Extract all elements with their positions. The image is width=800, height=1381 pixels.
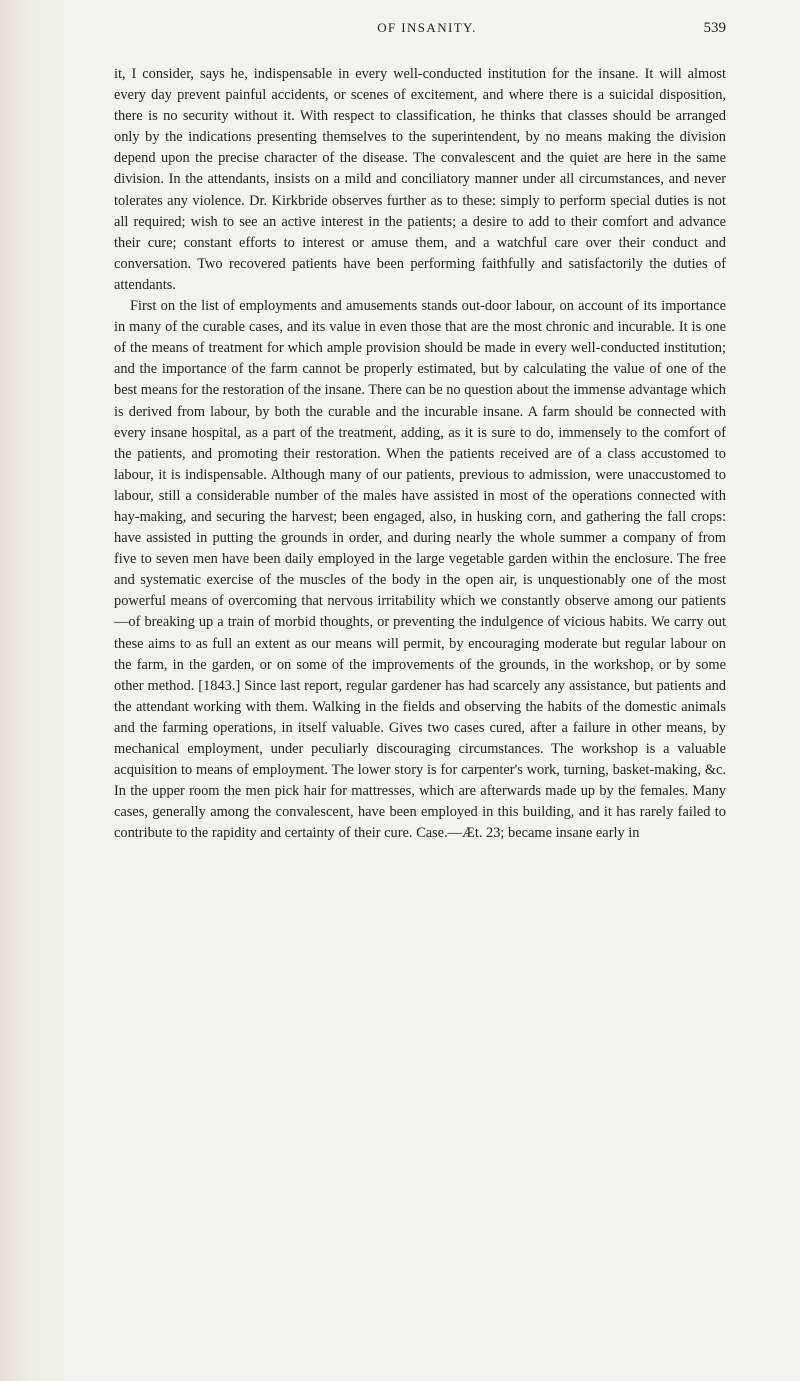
paragraph: it, I consider, says he, indispensable in every well-conducted institution for the insane. It will almost every day prevent painful accidents, or scenes of excitement, and where there is a suicidal disposition, there is no security without it. With respect to classification, he thinks that classes should be arranged only by the indications presenting themselves to the superintendent, by no means making the division depend upon the precise character of the disease. The convalescent and the quiet are here in the same division. In the attendants, insists on a mild and conciliatory manner under all circumstances, and never tolerates any violence. Dr. Kirkbride observes further as to these: simply to perform special duties is not all required; wish to see an active interest in the patients; a desire to add to their comfort and advance their cure; constant efforts to interest or amuse them, and a watchful care over their conduct and conversation. Two recovered patients have been performing faithfully and satisfactorily the duties of attendants. [114,66,726,293]
paragraph: First on the list of employments and amusements stands out-door labour, on account of its importance in many of the curable cases, and its value in even those that are the most chronic and incurable. It is one of the means of treatment for which ample provision should be made in every well-conducted institution; and the importance of the farm cannot be properly estimated, but by calculating the value of one of the best means for the restoration of the insane. There can be no question about the immense advantage which is derived from labour, by both the curable and the incurable insane. A farm should be connected with every insane hospital, as a part of the treatment, adding, as it is sure to do, immensely to the comfort of the patients, and promoting their restoration. When the patients received are of a class accustomed to labour, it is indispensable. Although many of our patients, previous to admission, were unaccustomed to labour, still a considerable number of the males have assisted in most of the operations connected with hay-making, and securing the harvest; been engaged, also, in husking corn, and gathering the fall crops: have assisted in putting the grounds in order, and during nearly the whole summer a company of from five to seven men have been daily employed in the large vegetable garden within the enclosure. The free and systematic exercise of the muscles of the body in the open air, is unquestionably one of the most powerful means of overcoming that nervous irritability which we constantly observe among our patients—of breaking up a train of morbid thoughts, or preventing the indulgence of vicious habits. We carry out these aims to as full an extent as our means will permit, by encouraging moderate but regular labour on the farm, in the garden, or on some of the improvements of the grounds, in the workshop, or by some other method. [1843.] Since last report, regular gardener has had scarcely any assistance, but patients and the attendant working with them. Walking in the fields and observing the habits of the domestic animals and the farming operations, in itself valuable. Gives two cases cured, after a failure in other means, by mechanical employment, under peculiarly discouraging circumstances. The workshop is a valuable acquisition to means of employment. The lower story is for carpenter's work, turning, basket-making, &c. In the upper room the men pick hair for mattresses, which are afterwards made up by the females. Many cases, generally among the convalescent, have been employed in this building, and it has rarely failed to contribute to the rapidity and certainty of their cure. Case.—Æt. 23; became insane early in [114,298,726,842]
page-number: 539 [703,20,726,36]
running-head: OF INSANITY. [377,20,477,35]
page-header [128,20,726,46]
body-text [114,64,726,844]
